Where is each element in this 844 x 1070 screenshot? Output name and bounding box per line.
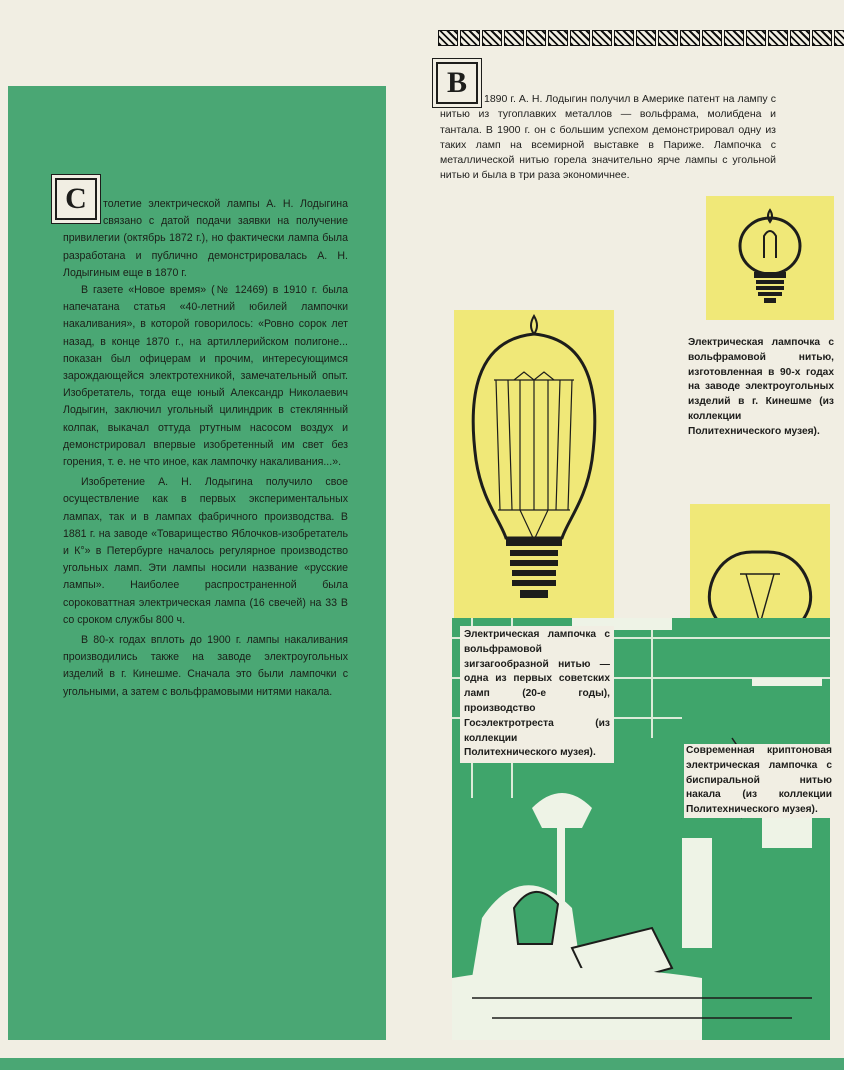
left-paragraph-2: В газете «Новое время» (№ 12469) в 1910 г. была напечатана статья «40-летний юбилей лампочки накаливания», в которой говорилось: «Ровно сорок лет назад, в конце 1870 г., на артиллерийском полигоне... показан был офицерам и прочим, интересующимся зарождающейся электротехникой, замечательный опыт. Изобретатель, тогда еще юный Александр Николаевич Лодыгин, заключил угольный цилиндрик в стеклянный колпак, выкачал оттуда ртутным насосом воздух и демонстрировал впервые изобретенный им свет без горения, т. е. не что иное, как лампочку накаливания...». (63, 284, 348, 469)
green-bottom-strip (0, 1058, 844, 1070)
lamp-zigzag-illustration (454, 310, 614, 618)
caption-lamp-zigzag: Электрическая лампочка с вольфрамовой зигзагообразной нитью — одна из первых советских ламп (20-е годы), производство Госэлектротреста (из коллекции Политехнического музея). (460, 626, 614, 763)
caption-lamp-90s: Электрическая лампочка с вольфрамовой нитью, изготовленная в 90-х годах на заводе электроугольных изделий в г. Кинешме (из коллекции Политехнического музея). (688, 337, 834, 437)
lamp-90s-panel (706, 196, 834, 320)
lamp-zigzag-panel (454, 310, 614, 618)
right-article-text: 1890 г. А. Н. Лодыгин получил в Америке патент на лампу с нитью из тугоплавких металлов — вольфрама, молибдена и тантала. В 1900 г. он с большим успехом демонстрировал одну из таких ламп на всемирной выставке в Париже. Лампочка с металлической нитью горела значительно ярче лампы с угольной нитью и была в три раза экономичнее. (440, 93, 776, 182)
ornament-border (438, 30, 844, 48)
left-article (63, 182, 348, 701)
dropcap-v: В (436, 62, 478, 104)
right-article (440, 66, 776, 184)
dropcap-s: С (55, 178, 97, 220)
left-paragraph-1: С толетие электрической лампы А. Н. Лодыгина связано с датой подачи заявки на получение привилегии (октябрь 1872 г.), но фактически лампа была разработана и публично демонстрировалась А. Н. Лодыгиным еще в 1870 г. (63, 196, 348, 282)
lamp-90s-illustration (706, 196, 834, 320)
left-paragraph-4: В 80-х годах вплоть до 1900 г. лампы накаливания производились также на заводе электроугольных изделий в г. Кинешме. Сначала это были лампочки с угольными, а затем с вольфрамовыми нитями накала. (63, 634, 348, 698)
caption-lamp-krypton: Современная криптоновая электрическая лампочка с биспиральной нитью накала (из коллекции Политехнического музея). (684, 744, 834, 818)
left-paragraph-3: Изобретение А. Н. Лодыгина получило свое осуществление как в первых экспериментальных лампах, так и в лампах фабричного производства. В 1881 г. на заводе «Товарищество Яблочков-изобретатель и К°» в Петербурге началось регулярное производство угольных ламп. Эти лампы носили название «русские лампы». Наиболее распространенной была сороковаттная электрическая лампа (16 свечей) на 33 В со сроком службы 800 ч. (63, 476, 348, 626)
